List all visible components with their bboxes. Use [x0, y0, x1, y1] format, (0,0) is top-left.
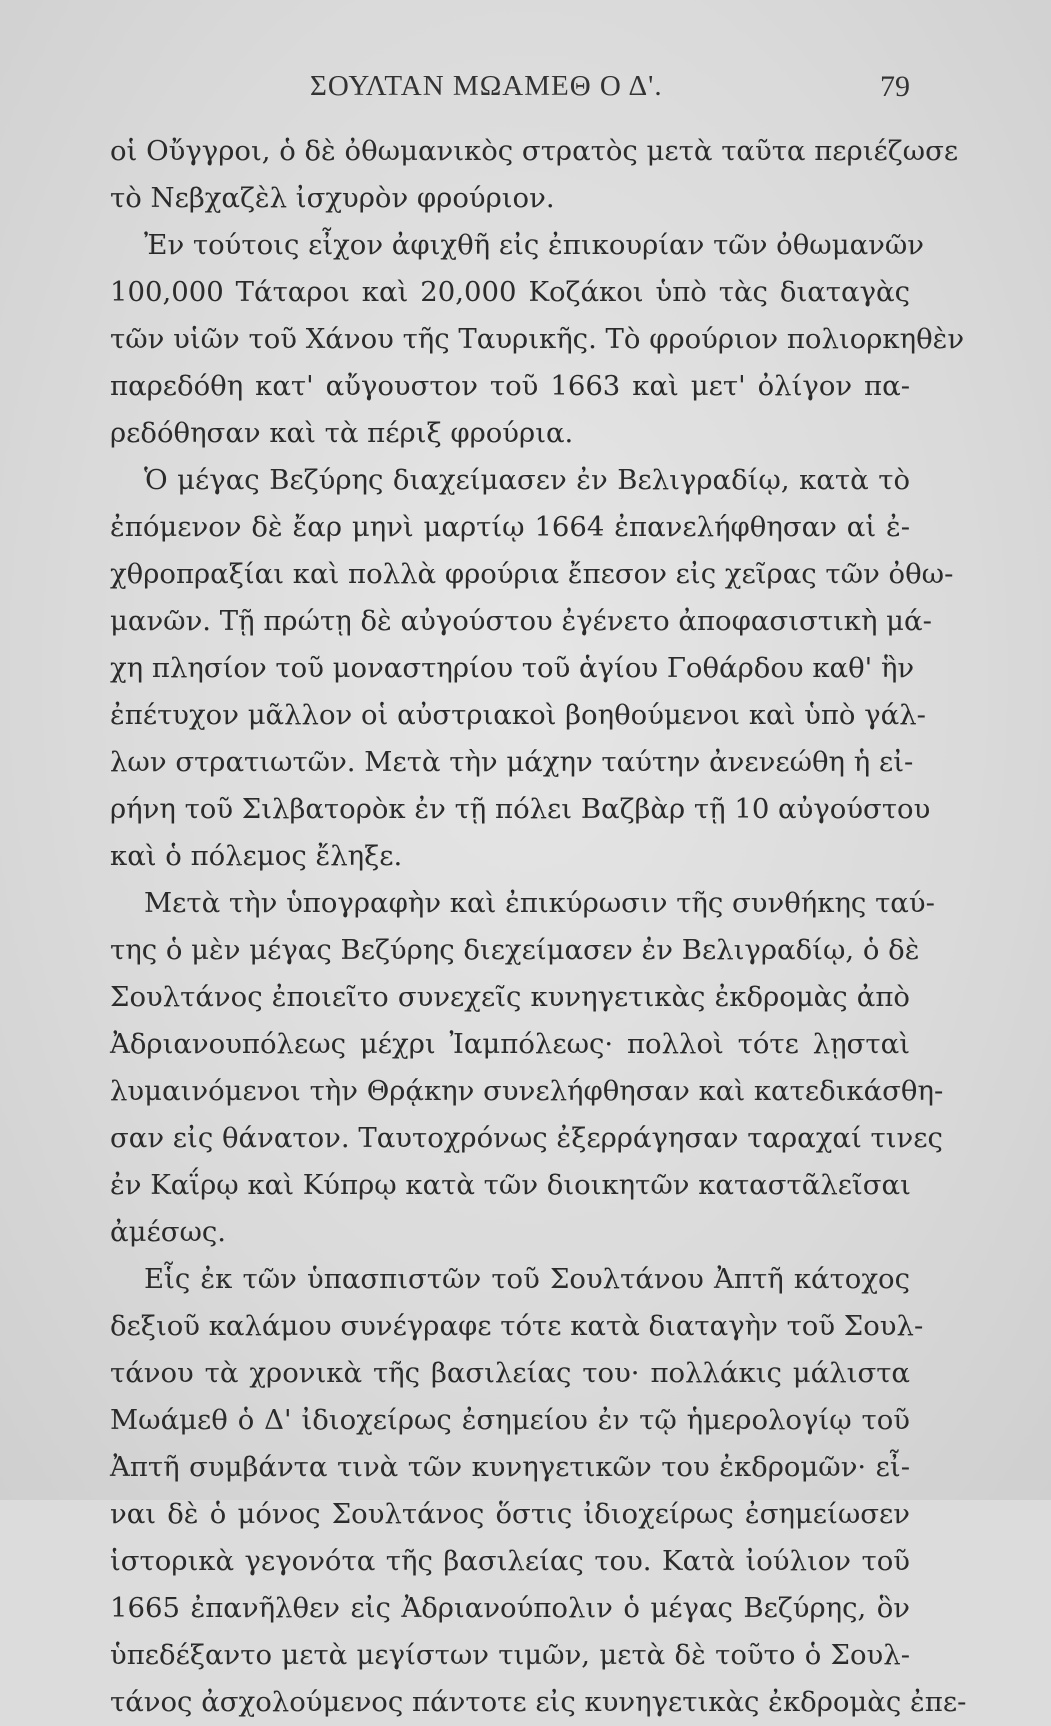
text-line: τάνου τὰ χρονικὰ τῆς βασιλείας του· πολλάκις μάλιστα: [110, 1357, 910, 1389]
text-line: σαν εἰς θάνατον. Ταυτοχρόνως ἐξερράγησαν ταραχαί τινες: [110, 1122, 943, 1154]
text-line: χθροπραξίαι καὶ πολλὰ φρούρια ἔπεσον εἰς χεῖρας τῶν ὀθω-: [110, 558, 954, 590]
text-line: Ἀπτῆ συμβάντα τινὰ τῶν κυνηγετικῶν του ἐκδρομῶν· εἶ-: [110, 1451, 910, 1483]
text-line: ἐν Καΐρῳ καὶ Κύπρῳ κατὰ τῶν διοικητῶν καταστᾶλεῖσαι: [110, 1169, 911, 1201]
text-line: Ἀδριανουπόλεως μέχρι Ἰαμπόλεως· πολλοὶ τότε λῃσταὶ: [110, 1028, 910, 1060]
text-line: μανῶν. Τῇ πρώτῃ δὲ αὐγούστου ἐγένετο ἀποφασιστικὴ μά-: [110, 605, 932, 637]
text-line: της ὁ μὲν μέγας Βεζύρης διεχείμασεν ἐν Βελιγραδίῳ, ὁ δὲ: [110, 934, 920, 966]
text-line: 1665 ἐπανῆλθεν εἰς Ἀδριανούπολιν ὁ μέγας Βεζύρης, ὃν: [110, 1592, 910, 1624]
text-line: ναι δὲ ὁ μόνος Σουλτάνος ὅστις ἰδιοχείρως ἐσημείωσεν: [110, 1498, 910, 1530]
text-line: χη πλησίον τοῦ μοναστηρίου τοῦ ἁγίου Γοθάρδου καθ' ἣν: [110, 652, 915, 684]
text-line: Ὁ μέγας Βεζύρης διαχείμασεν ἐν Βελιγραδίῳ, κατὰ τὸ: [144, 464, 910, 496]
text-line: Εἷς ἐκ τῶν ὑπασπιστῶν τοῦ Σουλτάνου Ἀπτῆ κάτοχος: [144, 1263, 910, 1295]
text-line: Μωάμεθ ὁ Δ' ἰδιοχείρως ἐσημείου ἐν τῷ ἡμερολογίῳ τοῦ: [110, 1404, 910, 1436]
text-line: Σουλτάνος ἐποιεῖτο συνεχεῖς κυνηγετικὰς ἐκδρομὰς ἀπὸ: [110, 981, 910, 1013]
running-title: ΣΟΥΛΤΑΝ ΜΩΑΜΕΘ Ο Δ'.: [310, 70, 663, 102]
text-line: οἱ Οὔγγροι, ὁ δὲ ὀθωμανικὸς στρατὸς μετὰ ταῦτα περιέζωσε: [110, 135, 959, 167]
text-line: λυμαινόμενοι τὴν Θρᾴκην συνελήφθησαν καὶ κατεδικάσθη-: [110, 1075, 944, 1107]
text-line: Ἐν τούτοις εἶχον ἀφιχθῆ εἰς ἐπικουρίαν τῶν ὀθωμανῶν: [144, 229, 925, 261]
text-line: ἐπόμενον δὲ ἔαρ μηνὶ μαρτίῳ 1664 ἐπανελήφθησαν αἱ ἐ-: [110, 511, 910, 543]
text-line: ὑπεδέξαντο μετὰ μεγίστων τιμῶν, μετὰ δὲ τοῦτο ὁ Σουλ-: [110, 1639, 910, 1671]
page-number: 79: [880, 70, 910, 103]
text-line: καὶ ὁ πόλεμος ἔληξε.: [110, 840, 403, 872]
body-text: [110, 128, 967, 1726]
text-line: τὸ Νεβχαζὲλ ἰσχυρὸν φρούριον.: [110, 182, 555, 214]
text-line: ἱστορικὰ γεγονότα τῆς βασιλείας του. Κατὰ ἰούλιον τοῦ: [110, 1545, 910, 1577]
text-line: τῶν υἱῶν τοῦ Χάνου τῆς Ταυρικῆς. Τὸ φρούριον πολιορκηθὲν: [110, 323, 965, 355]
text-line: παρεδόθη κατ' αὔγουστον τοῦ 1663 καὶ μετ' ὀλίγον πα-: [110, 370, 910, 402]
text-line: τάνος ἀσχολούμενος πάντοτε εἰς κυνηγετικὰς ἐκδρομὰς ἐπε-: [110, 1686, 967, 1718]
text-line: ἀμέσως.: [110, 1216, 227, 1248]
text-line: λων στρατιωτῶν. Μετὰ τὴν μάχην ταύτην ἀνενεώθη ἡ εἰ-: [110, 746, 914, 778]
text-line: ρεδόθησαν καὶ τὰ πέριξ φρούρια.: [110, 417, 574, 449]
running-header: [110, 70, 910, 110]
text-line: 100,000 Τάταροι καὶ 20,000 Κοζάκοι ὑπὸ τὰς διαταγὰς: [110, 276, 910, 308]
text-line: ρήνη τοῦ Σιλβατορὸκ ἐν τῇ πόλει Βαζβὰρ τῇ 10 αὐγούστου: [110, 793, 931, 825]
text-line: Μετὰ τὴν ὑπογραφὴν καὶ ἐπικύρωσιν τῆς συνθήκης ταύ-: [144, 887, 935, 919]
text-line: ἐπέτυχον μᾶλλον οἱ αὐστριακοὶ βοηθούμενοι καὶ ὑπὸ γάλ-: [110, 699, 926, 731]
text-line: δεξιοῦ καλάμου συνέγραφε τότε κατὰ διαταγὴν τοῦ Σουλ-: [110, 1310, 924, 1342]
